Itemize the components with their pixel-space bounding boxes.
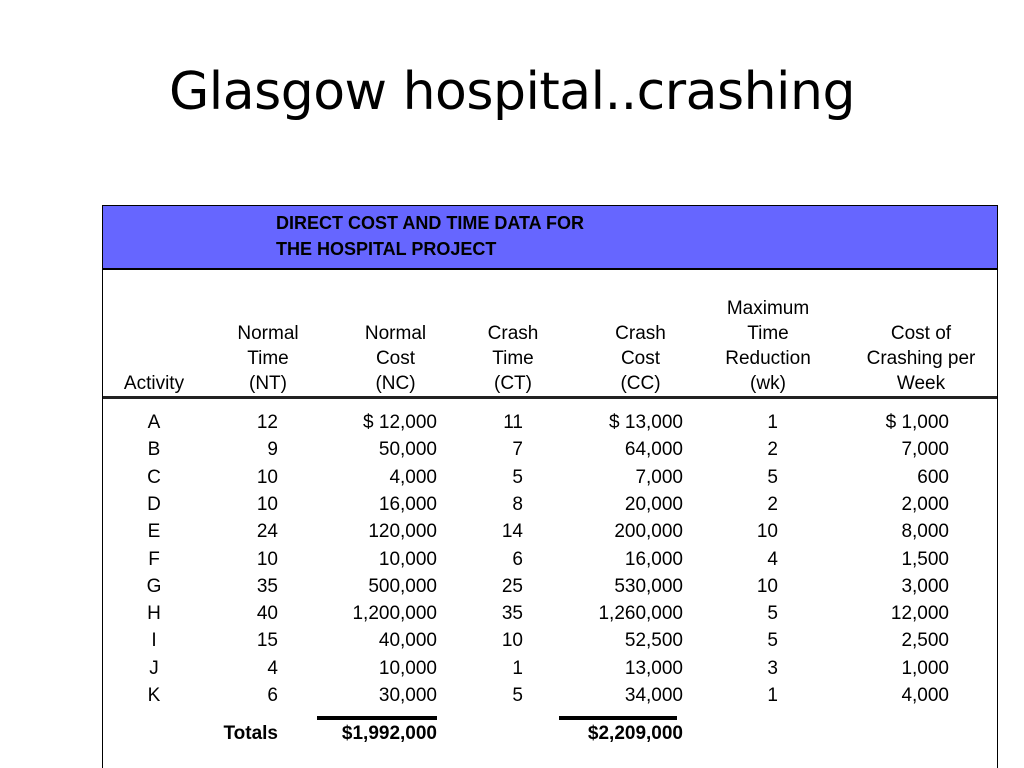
normal-cost-cell: 4,000 (389, 466, 437, 488)
cost-time-table (102, 205, 998, 768)
max-reduction-cell: 10 (756, 521, 778, 543)
crash-cost-per-week-cell: 4,000 (901, 685, 949, 706)
table-header-line-1: DIRECT COST AND TIME DATA FOR (276, 213, 584, 233)
table-row (103, 494, 997, 521)
column-header-line: (wk) (750, 373, 786, 394)
totals-label: Totals (223, 723, 278, 744)
activity-cell: E (147, 521, 161, 543)
normal-cost-cell: 10,000 (378, 657, 437, 679)
activity-cell: B (147, 439, 161, 461)
column-header-line: Normal (364, 323, 427, 344)
normal-cost-cell: 1,200,000 (352, 603, 437, 625)
max-reduction-cell: 5 (767, 603, 778, 625)
crash-cost-cell: 52,500 (624, 630, 683, 652)
column-header-line: Cost (375, 348, 416, 369)
crash-cost-cell: 1,260,000 (598, 603, 683, 625)
max-reduction-cell: 2 (767, 493, 778, 515)
crash-cost-per-week-cell: 8,000 (901, 521, 949, 543)
activity-cell: D (147, 493, 161, 515)
max-reduction-cell: 1 (767, 412, 778, 433)
column-header-cost-of-crashing-per-week (846, 284, 996, 396)
max-reduction-cell: 1 (767, 685, 778, 706)
column-header-line: Crash (487, 323, 539, 344)
column-header-activity (109, 284, 199, 396)
activity-cell: J (149, 657, 159, 679)
column-header-line: (NC) (375, 373, 416, 394)
column-header-line: Maximum (726, 298, 810, 319)
crash-cost-per-week-cell: 1,000 (901, 657, 949, 679)
activity-cell: A (147, 412, 161, 433)
normal-cost-cell: 500,000 (368, 575, 437, 597)
table-row (103, 685, 997, 712)
crash-cost-total: $2,209,000 (587, 723, 683, 744)
table-row (103, 439, 997, 466)
header-divider (103, 396, 997, 399)
normal-time-cell: 24 (256, 521, 278, 543)
table-row (103, 576, 997, 603)
crash-cost-cell: 530,000 (614, 575, 683, 597)
crash-cost-per-week-cell: 2,500 (901, 630, 949, 652)
normal-cost-cell: 16,000 (378, 493, 437, 515)
normal-time-cell: 12 (256, 412, 278, 433)
table-row (103, 521, 997, 548)
table-row (103, 630, 997, 657)
crash-cost-cell: 34,000 (624, 685, 683, 706)
column-header-crash-cost (593, 284, 688, 396)
crash-cost-cell: 20,000 (624, 493, 683, 515)
max-reduction-cell: 5 (767, 630, 778, 652)
crash-cost-per-week-cell: 600 (917, 466, 949, 488)
column-header-line: Cost (620, 348, 661, 369)
column-header-line: Normal (237, 323, 299, 344)
slide-title: Glasgow hospital..crashing (169, 62, 855, 122)
normal-time-cell: 9 (267, 439, 278, 461)
crash-cost-cell: 200,000 (614, 521, 683, 543)
column-header-line: Crash (615, 323, 666, 344)
table-header-banner (103, 206, 997, 270)
crash-cost-cell: $ 13,000 (609, 412, 683, 433)
activity-cell: C (147, 466, 161, 488)
column-header-line: (CC) (620, 373, 661, 394)
activity-cell: G (146, 575, 162, 597)
max-reduction-cell: 10 (756, 575, 778, 597)
crash-cost-cell: 64,000 (624, 439, 683, 461)
column-header-line: Crashing per (866, 348, 976, 369)
crash-cost-total-rule (559, 716, 677, 720)
max-reduction-cell: 5 (767, 466, 778, 488)
table-row (103, 658, 997, 685)
column-header-crash-time (473, 284, 553, 396)
column-header-line: Cost of (890, 323, 952, 344)
normal-cost-total-rule (317, 716, 437, 720)
normal-cost-total: $1,992,000 (341, 723, 437, 744)
activity-cell: H (147, 603, 161, 625)
column-header-line: Activity (123, 373, 185, 394)
table-row (103, 467, 997, 494)
max-reduction-cell: 3 (767, 657, 778, 679)
table-header-line-2: THE HOSPITAL PROJECT (276, 239, 497, 259)
crash-cost-per-week-cell: 3,000 (901, 575, 949, 597)
column-header-line: Time (492, 348, 534, 369)
crash-time-cell: 5 (512, 466, 523, 488)
crash-time-cell: 25 (501, 575, 523, 597)
max-reduction-cell: 2 (767, 439, 778, 461)
normal-time-cell: 10 (256, 493, 278, 515)
column-header-normal-time (223, 284, 313, 396)
crash-cost-cell: 16,000 (624, 548, 683, 570)
table-row (103, 603, 997, 630)
normal-cost-cell: 30,000 (378, 685, 437, 706)
activity-cell: K (147, 685, 161, 706)
normal-time-cell: 15 (256, 630, 278, 652)
crash-cost-per-week-cell: 2,000 (901, 493, 949, 515)
crash-time-cell: 8 (512, 493, 523, 515)
normal-cost-cell: 50,000 (378, 439, 437, 461)
normal-cost-cell: 120,000 (368, 521, 437, 543)
crash-time-cell: 14 (501, 521, 523, 543)
crash-time-cell: 7 (512, 439, 523, 461)
column-header-line: (CT) (494, 373, 532, 394)
table-row (103, 549, 997, 576)
crash-cost-per-week-cell: 12,000 (890, 603, 949, 625)
column-header-max-time-reduction (708, 284, 828, 396)
normal-cost-cell: $ 12,000 (363, 412, 437, 433)
max-reduction-cell: 4 (767, 548, 778, 570)
crash-cost-cell: 13,000 (624, 657, 683, 679)
table-row (103, 412, 997, 439)
crash-time-cell: 35 (501, 603, 523, 625)
column-header-normal-cost (348, 284, 443, 396)
activity-cell: I (151, 630, 157, 652)
crash-time-cell: 1 (512, 657, 523, 679)
crash-cost-cell: 7,000 (635, 466, 683, 488)
normal-time-cell: 35 (256, 575, 278, 597)
column-header-line: Week (896, 373, 946, 394)
normal-cost-cell: 40,000 (378, 630, 437, 652)
crash-time-cell: 5 (512, 685, 523, 706)
crash-time-cell: 6 (512, 548, 523, 570)
crash-cost-per-week-cell: $ 1,000 (885, 412, 949, 433)
column-header-line: Time (247, 348, 289, 369)
normal-time-cell: 10 (256, 466, 278, 488)
normal-time-cell: 10 (256, 548, 278, 570)
crash-cost-per-week-cell: 1,500 (901, 548, 949, 570)
column-header-line: Time (747, 323, 789, 344)
normal-cost-cell: 10,000 (378, 548, 437, 570)
normal-time-cell: 6 (267, 685, 278, 706)
crash-time-cell: 11 (503, 412, 523, 433)
crash-time-cell: 10 (501, 630, 523, 652)
crash-cost-per-week-cell: 7,000 (901, 439, 949, 461)
column-header-line: Reduction (725, 348, 811, 369)
activity-cell: F (148, 548, 160, 570)
column-header-line: (NT) (249, 373, 287, 394)
normal-time-cell: 40 (256, 603, 278, 625)
normal-time-cell: 4 (267, 657, 278, 679)
